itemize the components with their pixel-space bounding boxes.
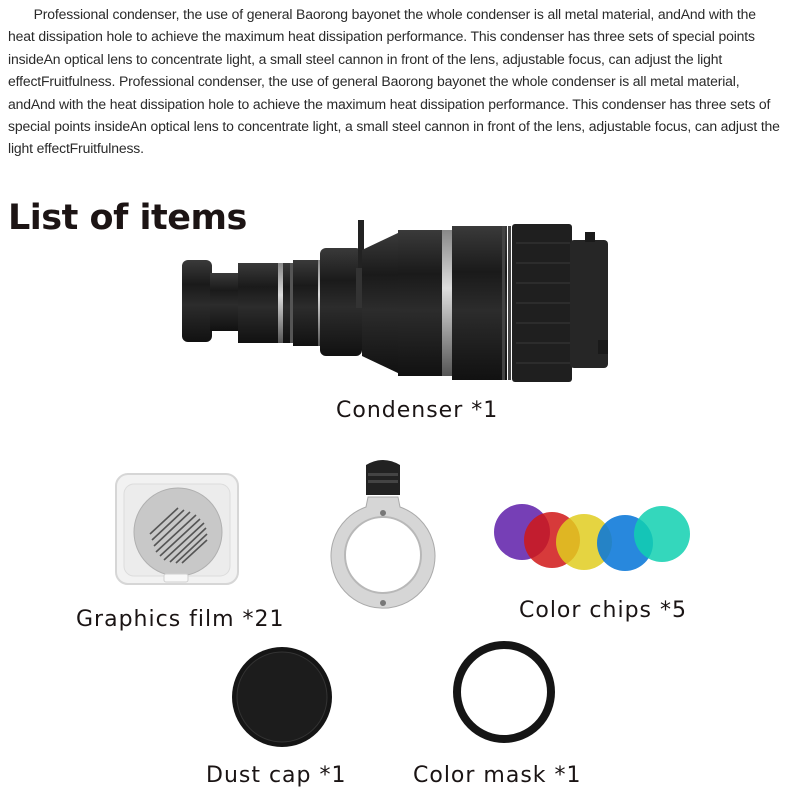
dust-cap-image: [230, 645, 334, 749]
gobo-holder-image: [328, 455, 438, 615]
graphics-film-image: [112, 470, 242, 588]
color-chips-image: [490, 498, 700, 578]
graphics-film-label: Graphics film *21: [76, 607, 285, 632]
dust-cap-label: Dust cap *1: [206, 763, 347, 788]
condenser-image: [180, 218, 610, 388]
color-mask-label: Color mask *1: [413, 763, 582, 788]
color-mask-image: [452, 640, 556, 744]
product-description: Professional condenser, the use of general Baorong bayonet the whole condenser is all metal material, andAnd with the heat dissipation hole to achieve the maximum heat dissipation performance. This condenser has three sets of special points insideAn optical lens to concentrate light, a small steel cannon in front of the lens, adjustable focus, can adjust the light effectFruitfulness. Professional condenser, the use of general Baorong bayonet the whole condenser is all metal material, andAnd with the heat dissipation hole to achieve the maximum heat dissipation performance. This condenser has three sets of special points insideAn optical lens to concentrate light, a small steel cannon in front of the lens, adjustable focus, can adjust the light effectFruitfulness.: [8, 7, 780, 158]
condenser-label: Condenser *1: [336, 398, 499, 423]
color-chips-label: Color chips *5: [519, 598, 687, 623]
section-title: List of items: [8, 198, 247, 238]
